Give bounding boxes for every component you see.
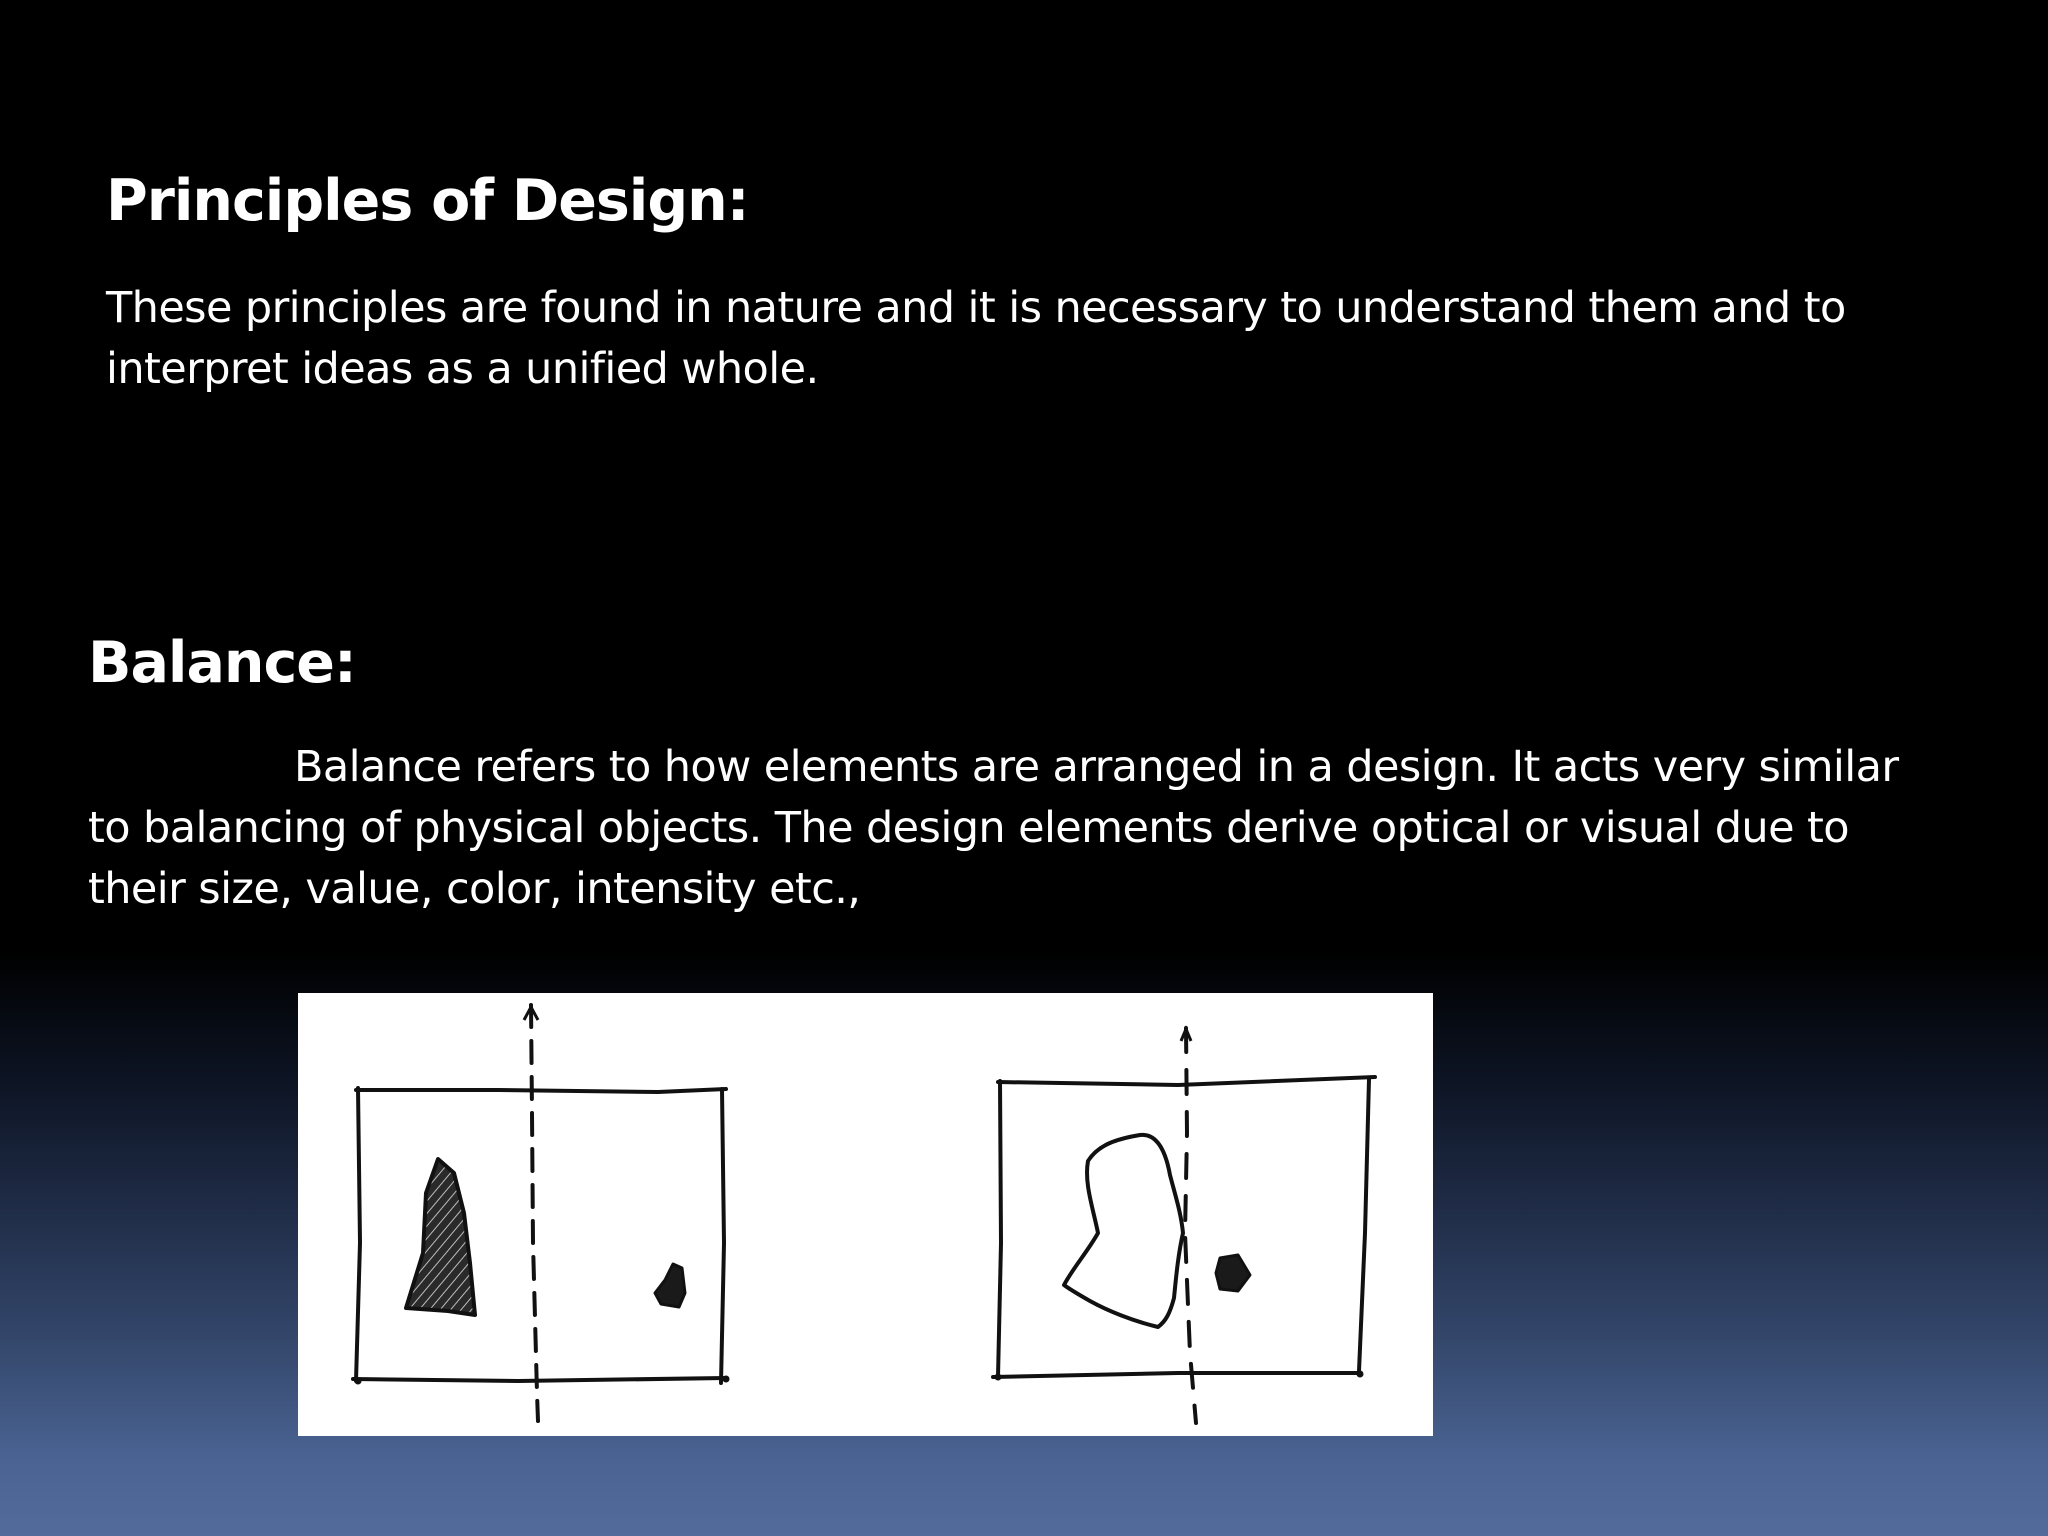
intro-paragraph: These principles are found in nature and it is necessary to understand them and to interpret ideas as a unified whole. bbox=[106, 283, 1846, 394]
balance-heading: Balance: bbox=[88, 630, 356, 696]
slide-title: Principles of Design: bbox=[106, 168, 749, 234]
balance-sketches bbox=[298, 993, 1433, 1436]
sketch-left bbox=[353, 1005, 730, 1421]
balance-paragraph-text: Balance refers to how elements are arranged in a design. It acts very similar to balancing of physical objects. The design elements derive optical or visual due to their size, value, color, intensity etc., bbox=[88, 742, 1899, 914]
balance-illustration bbox=[298, 993, 1433, 1436]
sketch-right bbox=[993, 1028, 1375, 1423]
balance-paragraph bbox=[88, 737, 1908, 920]
